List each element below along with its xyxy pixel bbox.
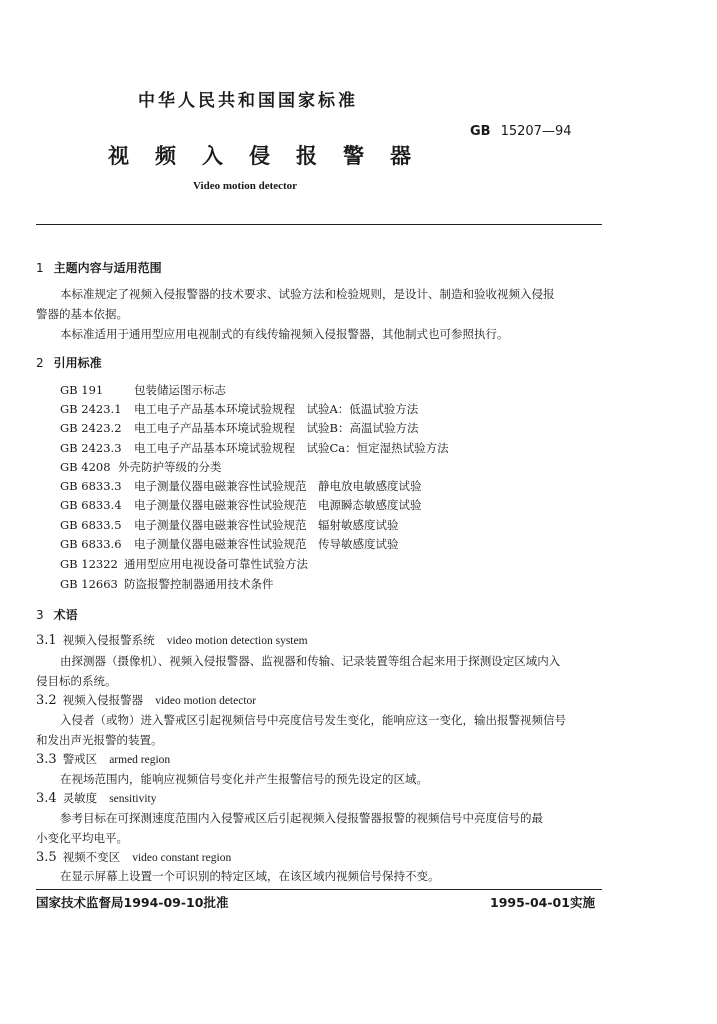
reference-item <box>60 497 422 513</box>
reference-code: GB 6833.3 <box>60 479 122 493</box>
term-heading <box>36 790 156 806</box>
section-2-title: 引用标准 <box>53 356 102 370</box>
reference-title: 包装储运图示标志 <box>134 383 226 397</box>
reference-code: GB 2423.2 <box>60 421 122 435</box>
reference-title: 电工电子产品基本环境试验规程 试验Ca：恒定湿热试验方法 <box>134 441 449 455</box>
reference-code: GB 2423.1 <box>60 402 122 416</box>
reference-item <box>60 459 222 475</box>
code-number: 15207—94 <box>500 124 572 139</box>
reference-item <box>60 576 274 592</box>
reference-title: 电子测量仪器电磁兼容性试验规范 传导敏感度试验 <box>134 537 399 551</box>
reference-code: GB 12322 <box>60 557 118 571</box>
term-chinese: 警戒区 <box>62 752 98 766</box>
section-3-number: 3 <box>36 608 44 622</box>
reference-code: GB 6833.5 <box>60 518 122 532</box>
document-title: 视频入侵报警器 <box>108 144 437 168</box>
term-definition-line: 小变化平均电平。 <box>36 831 128 845</box>
term-heading <box>36 632 308 648</box>
reference-item <box>60 556 308 572</box>
term-chinese: 视频入侵报警器 <box>62 693 144 707</box>
section-1-number: 1 <box>36 261 44 275</box>
section-1-heading <box>36 259 162 276</box>
reference-item <box>60 478 422 494</box>
term-definition-line: 入侵者（或物）进入警戒区引起视频信号中亮度信号发生变化，能响应这一变化，输出报警视频信号 <box>60 713 566 727</box>
term-chinese: 灵敏度 <box>62 791 98 805</box>
section-1-para-1-line-1: 本标准规定了视频入侵报警器的技术要求、试验方法和检验规则，是设计、制造和验收视频入侵报 <box>60 287 555 301</box>
approval-date: 国家技术监督局1994-09-10批准 <box>36 895 229 910</box>
reference-code: GB 191 <box>60 383 104 397</box>
term-number: 3.1 <box>36 633 57 648</box>
reference-code: GB 2423.3 <box>60 441 122 455</box>
term-chinese: 视频入侵报警系统 <box>62 633 155 647</box>
term-definition-line: 参考目标在可探测速度范围内入侵警戒区后引起视频入侵报警器报警的视频信号中亮度信号的最 <box>60 811 543 825</box>
reference-title: 电子测量仪器电磁兼容性试验规范 电源瞬态敏感度试验 <box>134 498 422 512</box>
term-english: armed region <box>109 754 171 766</box>
reference-item <box>60 536 399 552</box>
reference-item <box>60 401 418 417</box>
term-heading <box>36 751 170 767</box>
term-english: video motion detection system <box>166 635 308 647</box>
reference-code: GB 12663 <box>60 577 118 591</box>
header-divider <box>36 224 602 225</box>
reference-title: 电工电子产品基本环境试验规程 试验B：高温试验方法 <box>134 421 419 435</box>
reference-code: GB 4208 <box>60 460 111 474</box>
section-1-para-1-line-2: 警器的基本依据。 <box>36 307 128 321</box>
reference-title: 防盗报警控制器通用技术条件 <box>124 577 274 591</box>
term-heading <box>36 849 231 865</box>
footer-divider <box>36 889 602 890</box>
reference-title: 电子测量仪器电磁兼容性试验规范 静电放电敏感度试验 <box>134 479 422 493</box>
term-heading <box>36 692 256 708</box>
reference-title: 电工电子产品基本环境试验规程 试验A：低温试验方法 <box>134 402 419 416</box>
term-definition-line: 在视场范围内，能响应视频信号变化并产生报警信号的预先设定的区域。 <box>60 772 428 786</box>
term-chinese: 视频不变区 <box>62 850 121 864</box>
standard-name: 中华人民共和国国家标准 <box>138 91 358 111</box>
term-definition-line: 和发出声光报警的装置。 <box>36 733 163 747</box>
effective-date: 1995-04-01实施 <box>490 895 595 910</box>
reference-code: GB 6833.6 <box>60 537 122 551</box>
section-3-heading <box>36 606 78 623</box>
term-number: 3.3 <box>36 752 57 767</box>
reference-item <box>60 517 399 533</box>
section-2-number: 2 <box>36 356 44 370</box>
code-prefix: GB <box>470 124 491 139</box>
term-definition-line: 由探测器（摄像机）、视频入侵报警器、监视器和传输、记录装置等组合起来用于探测设定区域内入 <box>60 654 561 668</box>
reference-title: 外壳防护等级的分类 <box>118 460 222 474</box>
term-number: 3.5 <box>36 850 57 865</box>
term-english: video constant region <box>132 852 232 864</box>
term-definition-line: 侵目标的系统。 <box>36 674 117 688</box>
reference-item <box>60 440 449 456</box>
section-3-title: 术语 <box>53 608 78 622</box>
section-1-title: 主题内容与适用范围 <box>53 261 162 275</box>
reference-title: 通用型应用电视设备可靠性试验方法 <box>124 557 308 571</box>
term-english: video motion detector <box>155 695 257 707</box>
reference-item <box>60 420 418 436</box>
section-1-para-2: 本标准适用于通用型应用电视制式的有线传输视频入侵报警器，其他制式也可参照执行。 <box>60 327 509 341</box>
reference-code: GB 6833.4 <box>60 498 122 512</box>
term-number: 3.2 <box>36 693 57 708</box>
reference-item <box>60 382 226 398</box>
term-english: sensitivity <box>109 793 157 805</box>
document-subtitle: Video motion detector <box>193 180 298 192</box>
reference-title: 电子测量仪器电磁兼容性试验规范 辐射敏感度试验 <box>134 518 399 532</box>
term-definition-line: 在显示屏幕上设置一个可识别的特定区域，在该区域内视频信号保持不变。 <box>60 869 440 883</box>
term-number: 3.4 <box>36 791 57 806</box>
standard-code <box>470 124 572 139</box>
section-2-heading <box>36 354 102 371</box>
